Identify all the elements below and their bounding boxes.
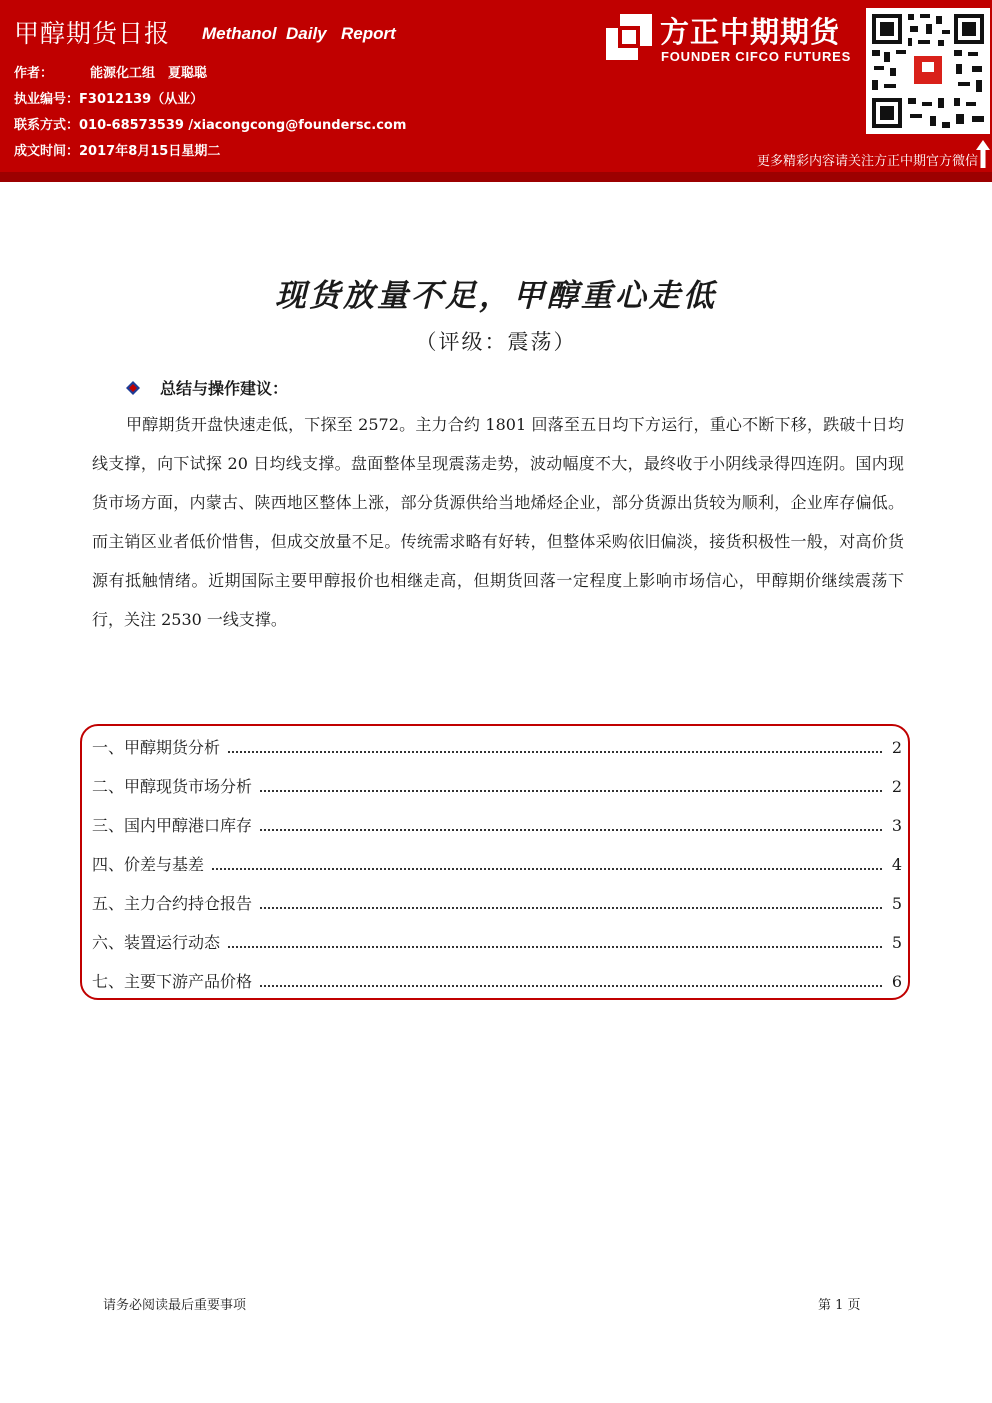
toc-leader-dots [228,932,882,948]
author-value: 能源化工组 夏聪聪 [90,66,208,81]
toc-item-page: 4 [891,855,902,874]
toc-item[interactable] [92,852,902,876]
rating-label: （评级：震荡） [415,330,577,354]
toc-item[interactable] [92,969,902,993]
toc-item-title: 六、装置运行动态 [92,933,221,952]
toc-item[interactable] [92,930,902,954]
header-divider [0,172,992,182]
logo-name-en: FOUNDER CIFCO FUTURES [661,49,852,64]
toc-item-page: 5 [891,933,902,952]
toc-item-page: 3 [891,816,902,835]
contact-value: 010-68573539 /xiacongcong@foundersc.com [79,118,407,133]
toc-item-title: 四、价差与基差 [92,855,205,874]
toc-leader-dots [260,815,882,831]
report-header [0,0,992,172]
license-label: 执业编号： [14,92,80,107]
toc-item[interactable] [92,891,902,915]
report-title-cn: 甲醇期货日报 [14,19,171,48]
wechat-follow-note: 更多精彩内容请关注方正中期官方微信 [756,154,978,169]
contact-label: 联系方式： [14,118,80,133]
toc-leader-dots [260,893,882,909]
summary-paragraph: 甲醇期货开盘快速走低，下探至 2572。主力合约 1801 回落至五日均下方运行，重心不断下移，跌破十日均线支撑，向下试探 20 日均线支撑。盘面整体呈现震荡走势，波动幅度不大，最终收于小阴线录得四连阴。国内现货市场方面，内蒙古、陕西地区整体上涨，部分货源供给当地烯烃企业，部分货源出货较为顺利，企业库存偏低。而主销区业者低价惜售，但成交放量不足。传统需求略有好转，但整体采购依旧偏淡，接货积极性一般，对高价货源有抵触情绪。近期国际主要甲醇报价也相继走高，但期货回落一定程度上影响市场信心，甲醇期价继续震荡下行，关注 2530 一线支撑。 [92,415,904,629]
report-title-en-1: Methanol [202,24,277,43]
toc-leader-dots [260,971,882,987]
toc-item[interactable] [92,774,902,798]
author-label: 作者： [14,66,54,81]
founder-logo-icon [606,14,652,60]
wechat-qr-code [866,8,990,134]
logo-name-cn: 方正中期期货 [660,15,841,49]
license-value: F3012139（从业） [79,92,204,107]
toc-item-title: 一、甲醇期货分析 [92,738,221,757]
table-of-contents [80,724,910,1000]
toc-item-page: 2 [891,738,902,757]
author-row [14,62,207,81]
date-value: 2017年8月15日星期二 [79,144,221,159]
report-title-en-2: Daily [286,24,327,43]
arrow-up-icon [976,140,990,168]
footer-notice: 请务必阅读最后重要事项 [103,1298,247,1313]
footer-page-number: 第 1 页 [818,1298,861,1313]
toc-item[interactable] [92,813,902,837]
date-row [14,140,220,159]
toc-item-page: 2 [891,777,902,796]
toc-item-title: 三、国内甲醇港口库存 [92,816,253,835]
license-row [14,88,203,107]
bullet-diamond-icon [126,381,140,395]
page-title: 现货放量不足，甲醇重心走低 [275,278,717,314]
toc-item-title: 二、甲醇现货市场分析 [92,777,253,796]
toc-leader-dots [228,737,882,753]
toc-leader-dots [260,776,882,792]
report-title-en-3: Report [341,24,396,43]
summary-heading [126,376,288,399]
summary-heading-text: 总结与操作建议： [160,379,289,398]
toc-item-page: 5 [891,894,902,913]
toc-item[interactable] [92,735,902,759]
toc-item-title: 七、主要下游产品价格 [92,972,253,991]
date-label: 成文时间： [14,144,80,159]
toc-leader-dots [212,854,882,870]
contact-row [14,114,406,133]
toc-item-title: 五、主力合约持仓报告 [92,894,253,913]
toc-item-page: 6 [891,972,902,991]
